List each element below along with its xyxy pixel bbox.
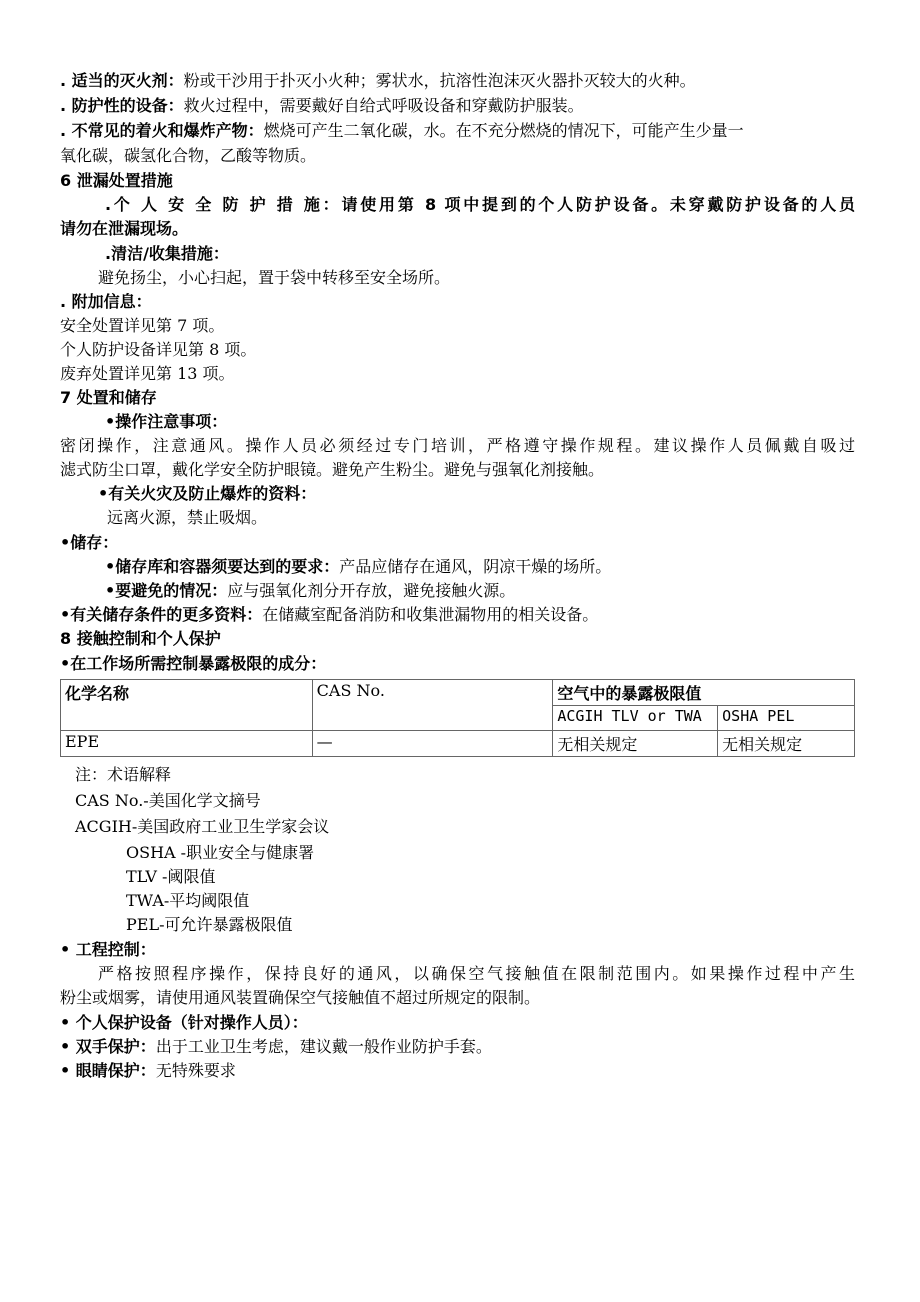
hand-protection-label: • 双手保护：: [60, 1037, 156, 1056]
terms-note-title: 注：术语解释: [75, 765, 172, 784]
term-acgih: ACGIH-美国政府工业卫生学家会议: [75, 817, 330, 836]
handling-precautions-label: •操作注意事项：: [105, 412, 228, 431]
cell-cas-no: —: [312, 731, 553, 757]
handling-precautions-text: 密闭操作，注意通风。操作人员必须经过专门培训，严格遵守操作规程。建议操作人员佩戴自吸过: [60, 436, 855, 455]
combustion-products-label: . 不常见的着火和爆炸产物：: [60, 121, 264, 140]
cleanup-label: .清洁/收集措施：: [105, 244, 229, 263]
cleanup-text: 避免扬尘，小心扫起，置于袋中转移至安全场所。: [98, 268, 451, 287]
protective-equipment-label: . 防护性的设备：: [60, 96, 184, 115]
eye-protection-text: 无特殊要求: [155, 1061, 236, 1080]
header-air-exposure-limits: 空气中的暴露极限值: [553, 680, 855, 706]
header-acgih-tlv-twa: ACGIH TLV or TWA: [553, 706, 718, 731]
section-7-title: 7 处置和储存: [60, 388, 157, 407]
term-pel: PEL-可允许暴露极限值: [126, 915, 293, 934]
storage-more-info-line: [60, 604, 598, 626]
combustion-products-line: [60, 120, 744, 142]
header-osha-pel: OSHA PEL: [718, 706, 855, 731]
header-chemical-name: 化学名称: [61, 680, 313, 731]
table-header-row: [61, 680, 855, 706]
protective-equipment-text: 救火过程中，需要戴好自给式呼吸设备和穿戴防护服装。: [183, 96, 584, 115]
hand-protection-text: 出于工业卫生考虑，建议戴一般作业防护手套。: [155, 1037, 492, 1056]
term-twa: TWA-平均阈限值: [126, 891, 250, 910]
engineering-controls-continued: 粉尘或烟雾，请使用通风装置确保空气接触值不超过所规定的限制。: [60, 988, 541, 1007]
fire-explosion-text: 远离火源，禁止吸烟。: [107, 508, 268, 527]
engineering-controls-label: • 工程控制：: [60, 940, 156, 959]
section-6-title: 6 泄漏处置措施: [60, 171, 173, 190]
combustion-products-text: 燃烧可产生二氧化碳，水。在不充分燃烧的情况下，可能产生少量一: [263, 121, 744, 140]
eye-protection-line: [60, 1060, 236, 1082]
term-cas: CAS No.-美国化学文摘号: [75, 791, 261, 810]
additional-info-2: 个人防护设备详见第 8 项。: [60, 340, 257, 359]
ppe-label: • 个人保护设备（针对操作人员）：: [60, 1013, 308, 1032]
extinguishing-agent-label: . 适当的灭火剂：: [60, 71, 184, 90]
storage-more-info-text: 在储藏室配备消防和收集泄漏物用的相关设备。: [262, 605, 599, 624]
term-tlv: TLV -阈限值: [126, 867, 216, 886]
cell-osha-value: 无相关规定: [718, 731, 855, 757]
conditions-to-avoid-text: 应与强氧化剂分开存放，避免接触火源。: [227, 581, 516, 600]
protective-equipment-line: [60, 95, 584, 117]
combustion-products-continued: 氧化碳，碳氢化合物，乙酸等物质。: [60, 146, 317, 165]
cell-chemical-name: EPE: [61, 731, 313, 757]
header-cas-no: CAS No.: [312, 680, 553, 731]
handling-precautions-continued: 滤式防尘口罩，戴化学安全防护眼镜。避免产生粉尘。避免与强氧化剂接触。: [60, 460, 605, 479]
eye-protection-label: • 眼睛保护：: [60, 1061, 156, 1080]
extinguishing-agent-text: 粉或干沙用于扑灭小火种；雾状水，抗溶性泡沫灭火器扑灭较大的火种。: [183, 71, 696, 90]
storage-requirements-text: 产品应储存在通风，阴凉干燥的场所。: [339, 557, 612, 576]
conditions-to-avoid-label: •要避免的情况：: [105, 581, 228, 600]
cell-acgih-value: 无相关规定: [553, 731, 718, 757]
hand-protection-line: [60, 1036, 492, 1058]
additional-info-1: 安全处置详见第 7 项。: [60, 316, 225, 335]
storage-label: •储存：: [60, 533, 119, 552]
personal-precautions-continued: 请勿在泄漏现场。: [60, 219, 189, 238]
table-row: [61, 731, 855, 757]
additional-info-label: . 附加信息：: [60, 292, 152, 311]
exposure-limits-table: [60, 679, 855, 757]
extinguishing-agent-line: [60, 70, 696, 92]
personal-precautions-line: .个 人 安 全 防 护 措 施：请使用第 8 项中提到的个人防护设备。未穿戴防护设备的人员: [105, 195, 855, 214]
conditions-to-avoid-line: [105, 580, 515, 602]
term-osha: OSHA -职业安全与健康署: [126, 843, 315, 862]
engineering-controls-text: 严格按照程序操作，保持良好的通风，以确保空气接触值在限制范围内。如果操作过程中产生: [98, 964, 855, 983]
fire-explosion-label: •有关火灾及防止爆炸的资料：: [98, 484, 317, 503]
storage-requirements-line: [105, 556, 611, 578]
storage-more-info-label: •有关储存条件的更多资料：: [60, 605, 263, 624]
storage-requirements-label: •储存库和容器须要达到的要求：: [105, 557, 340, 576]
additional-info-3: 废弃处置详见第 13 项。: [60, 364, 235, 383]
section-8-title: 8 接触控制和个人保护: [60, 629, 221, 648]
exposure-limits-label: •在工作场所需控制暴露极限的成分：: [60, 654, 327, 673]
